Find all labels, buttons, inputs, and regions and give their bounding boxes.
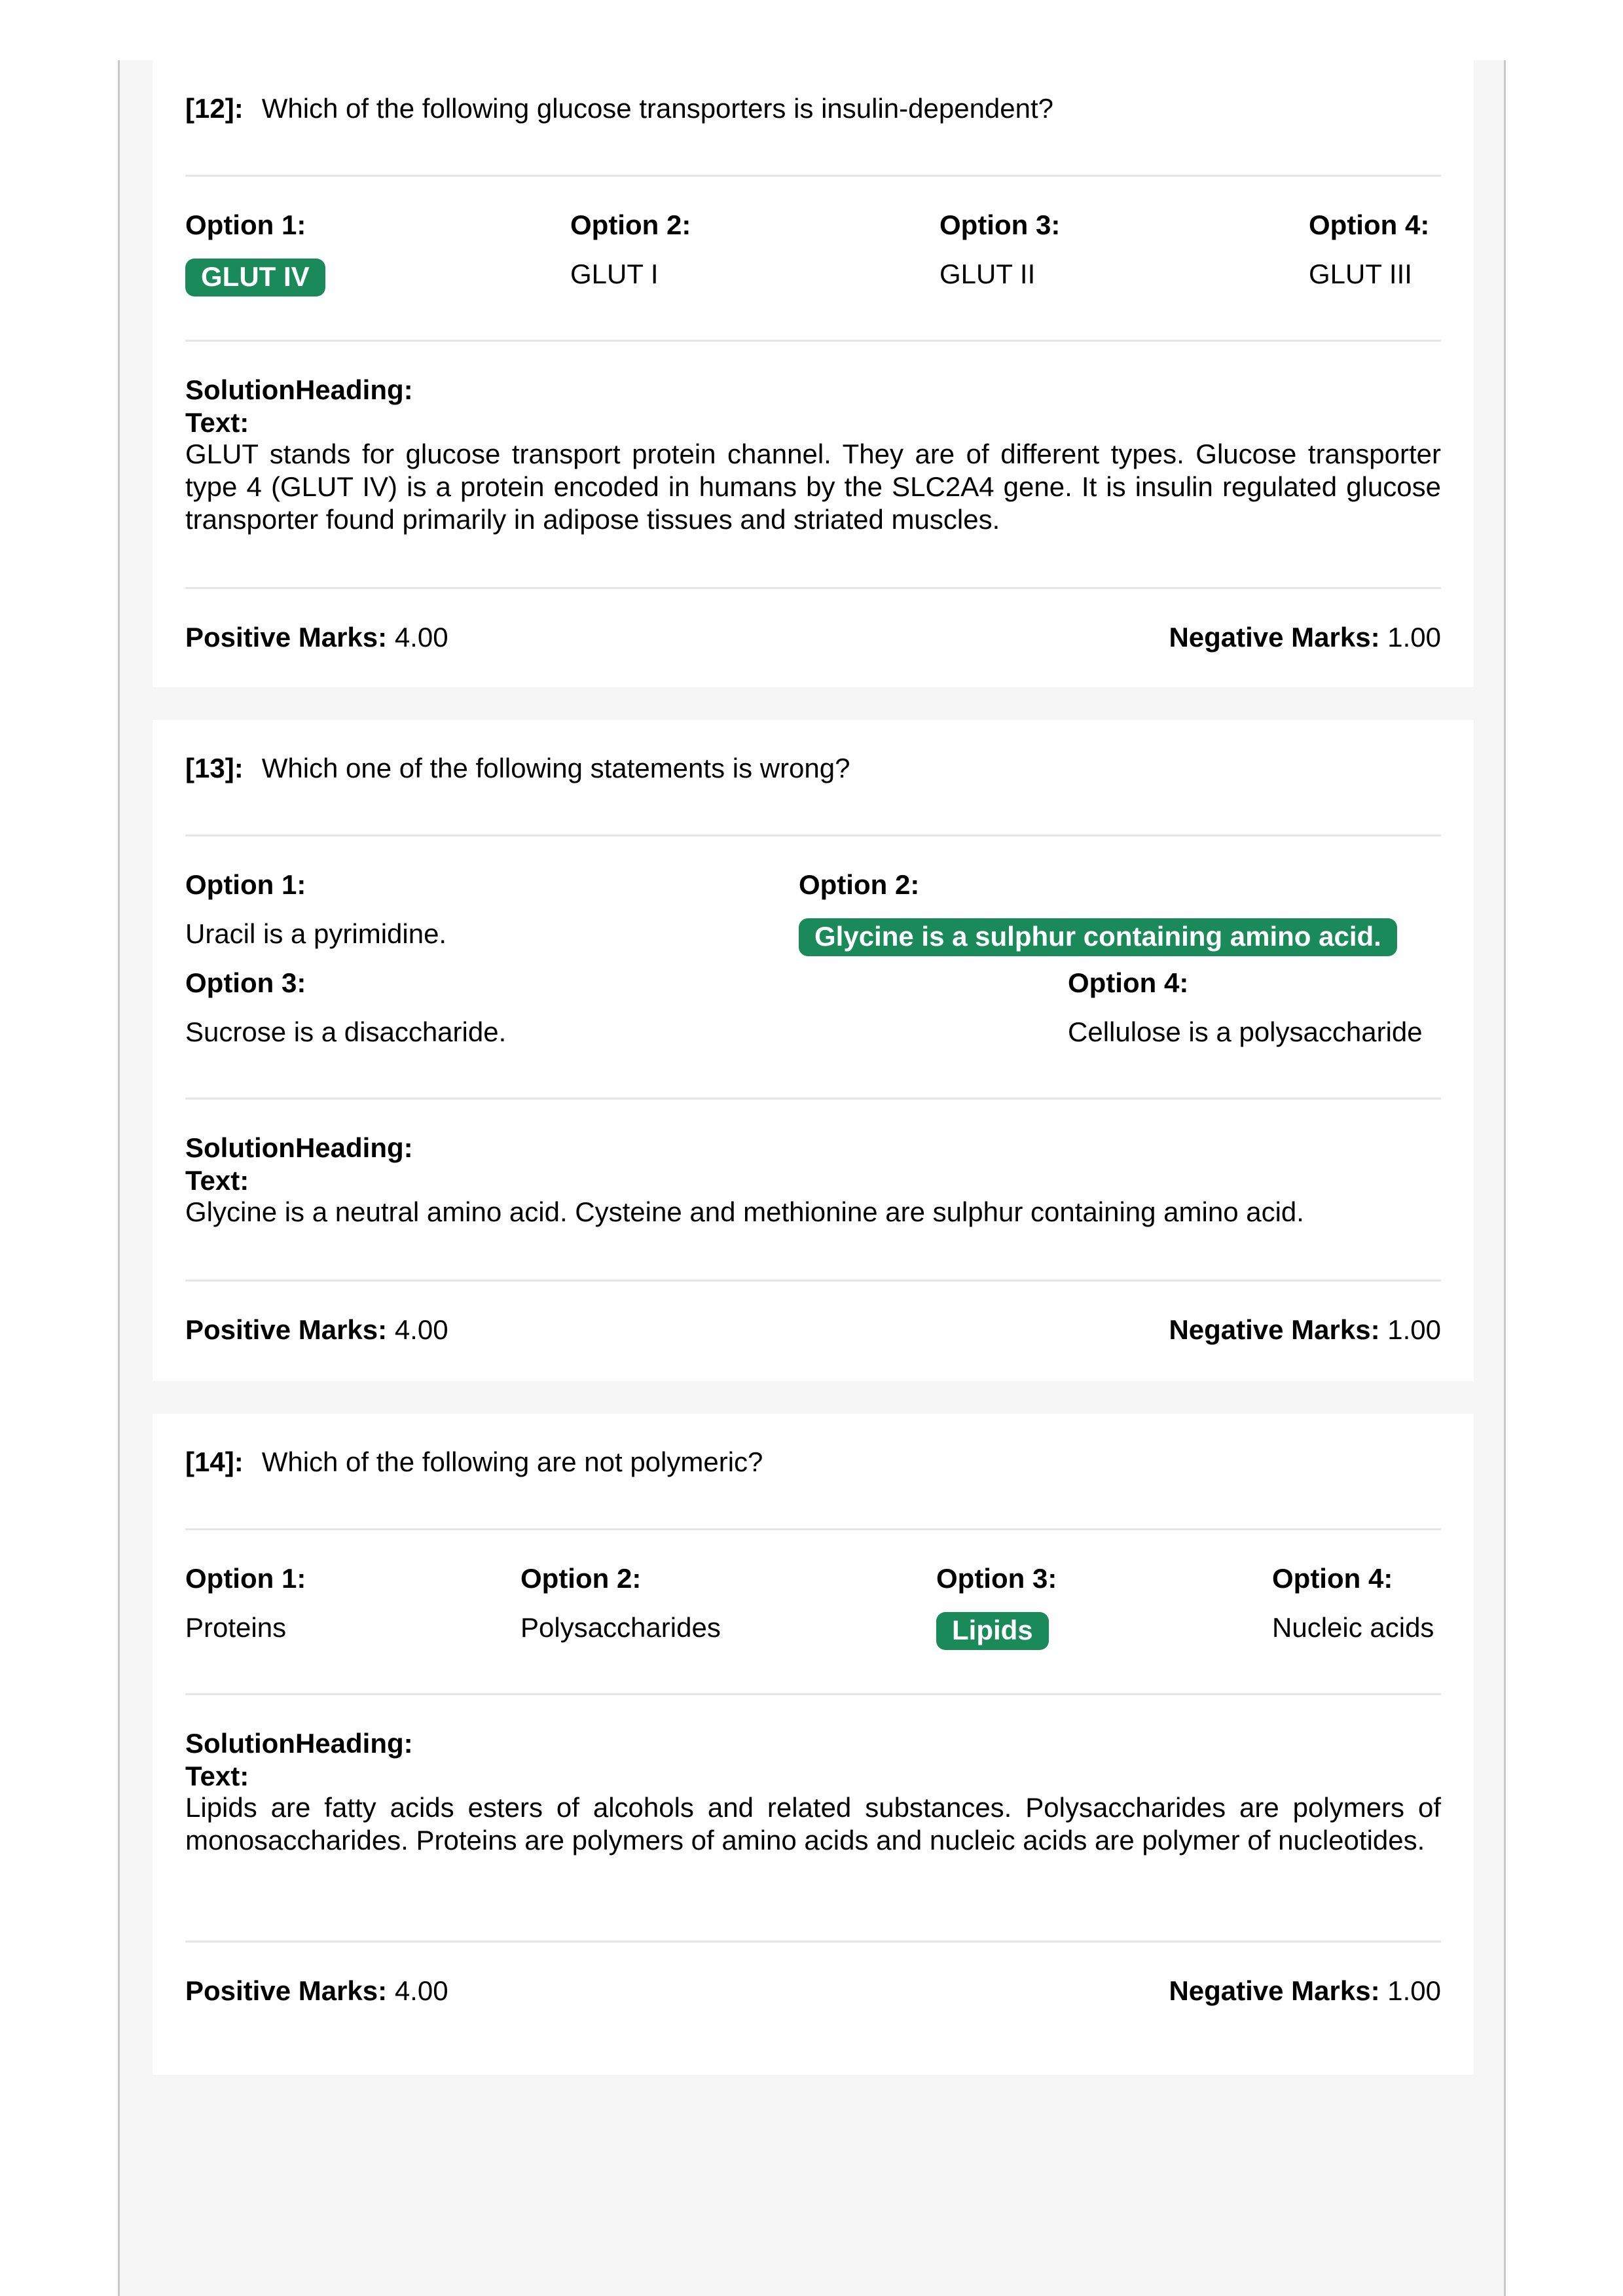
question-header (185, 93, 1053, 124)
option-4-value[interactable]: Nucleic acids (1272, 1612, 1434, 1643)
negative-marks (1169, 622, 1441, 653)
positive-marks-label: Positive Marks: (185, 622, 388, 653)
option-2-label: Option 2: (520, 1563, 642, 1594)
negative-marks (1169, 1314, 1441, 1346)
positive-marks (185, 622, 448, 653)
option-4-label: Option 4: (1068, 967, 1189, 998)
option-4-label: Option 4: (1309, 209, 1430, 240)
option-2-value[interactable]: GLUT I (570, 259, 659, 289)
question-card-12 (153, 60, 1474, 687)
option-1-label: Option 1: (185, 1563, 306, 1594)
divider (185, 1941, 1441, 1943)
solution-heading: SolutionHeading: (185, 1728, 413, 1759)
positive-marks-label: Positive Marks: (185, 1314, 388, 1345)
positive-marks-value: 4.00 (394, 622, 448, 653)
question-text: Which of the following are not polymeric? (261, 1446, 763, 1477)
option-3-label: Option 3: (185, 967, 306, 998)
question-number: [14]: (185, 1446, 244, 1477)
divider (185, 834, 1441, 836)
option-4-value[interactable]: GLUT III (1309, 259, 1412, 289)
solution-text-label: Text: (185, 1761, 249, 1791)
negative-marks-label: Negative Marks: (1169, 1314, 1380, 1345)
positive-marks (185, 1975, 448, 2007)
negative-marks (1169, 1975, 1441, 2007)
question-header (185, 753, 850, 784)
negative-marks-value: 1.00 (1387, 1975, 1441, 2006)
question-number: [12]: (185, 93, 244, 124)
option-2-value[interactable]: Polysaccharides (520, 1612, 721, 1643)
question-card-14 (153, 1414, 1474, 2075)
question-text: Which one of the following statements is wrong? (261, 753, 850, 783)
positive-marks-value: 4.00 (394, 1975, 448, 2006)
positive-marks-label: Positive Marks: (185, 1975, 388, 2006)
solution-text-label: Text: (185, 1165, 249, 1196)
option-2-label: Option 2: (799, 869, 920, 900)
divider (185, 340, 1441, 342)
solution-body: Glycine is a neutral amino acid. Cysteine and methionine are sulphur containing amino acid. (185, 1196, 1304, 1227)
option-1-label: Option 1: (185, 869, 306, 900)
question-header (185, 1446, 763, 1478)
negative-marks-value: 1.00 (1387, 622, 1441, 653)
solution-body: Lipids are fatty acids esters of alcohols and related substances. Polysaccharides are polymers of monosaccharides. Proteins are polymers of amino acids and nucleic acids are polymer of nucleotides. (185, 1792, 1441, 1856)
option-3-label: Option 3: (939, 209, 1061, 240)
divider (185, 175, 1441, 177)
option-1-value[interactable]: Proteins (185, 1612, 287, 1643)
solution-heading: SolutionHeading: (185, 1132, 413, 1163)
option-4-value[interactable]: Cellulose is a polysaccharide (1068, 1016, 1423, 1047)
divider (185, 1528, 1441, 1530)
option-3-value-correct[interactable]: Lipids (936, 1612, 1049, 1650)
option-1-label: Option 1: (185, 209, 306, 240)
solution-text-label: Text: (185, 407, 249, 438)
option-3-value[interactable]: Sucrose is a disaccharide. (185, 1016, 507, 1047)
divider (185, 1280, 1441, 1282)
option-1-value-correct[interactable]: GLUT IV (185, 259, 325, 296)
option-4-label: Option 4: (1272, 1563, 1393, 1594)
solution-body: GLUT stands for glucose transport protein channel. They are of different types. Glucose transporter type 4 (GLUT IV) is a protein encoded in humans by the SLC2A4 gene. It is insulin regulated glucose transporter found primarily in adipose tissues and striated muscles. (185, 439, 1441, 535)
negative-marks-label: Negative Marks: (1169, 622, 1380, 653)
negative-marks-label: Negative Marks: (1169, 1975, 1380, 2006)
divider (185, 1098, 1441, 1100)
option-2-value-correct[interactable]: Glycine is a sulphur containing amino acid. (799, 918, 1397, 956)
question-number: [13]: (185, 753, 244, 783)
negative-marks-value: 1.00 (1387, 1314, 1441, 1345)
option-1-value[interactable]: Uracil is a pyrimidine. (185, 918, 447, 949)
positive-marks-value: 4.00 (394, 1314, 448, 1345)
question-text: Which of the following glucose transporters is insulin-dependent? (261, 93, 1054, 124)
solution-heading: SolutionHeading: (185, 374, 413, 405)
option-2-label: Option 2: (570, 209, 691, 240)
divider (185, 587, 1441, 589)
option-3-label: Option 3: (936, 1563, 1057, 1594)
option-3-value[interactable]: GLUT II (939, 259, 1036, 289)
question-card-13 (153, 720, 1474, 1381)
divider (185, 1693, 1441, 1695)
positive-marks (185, 1314, 448, 1346)
